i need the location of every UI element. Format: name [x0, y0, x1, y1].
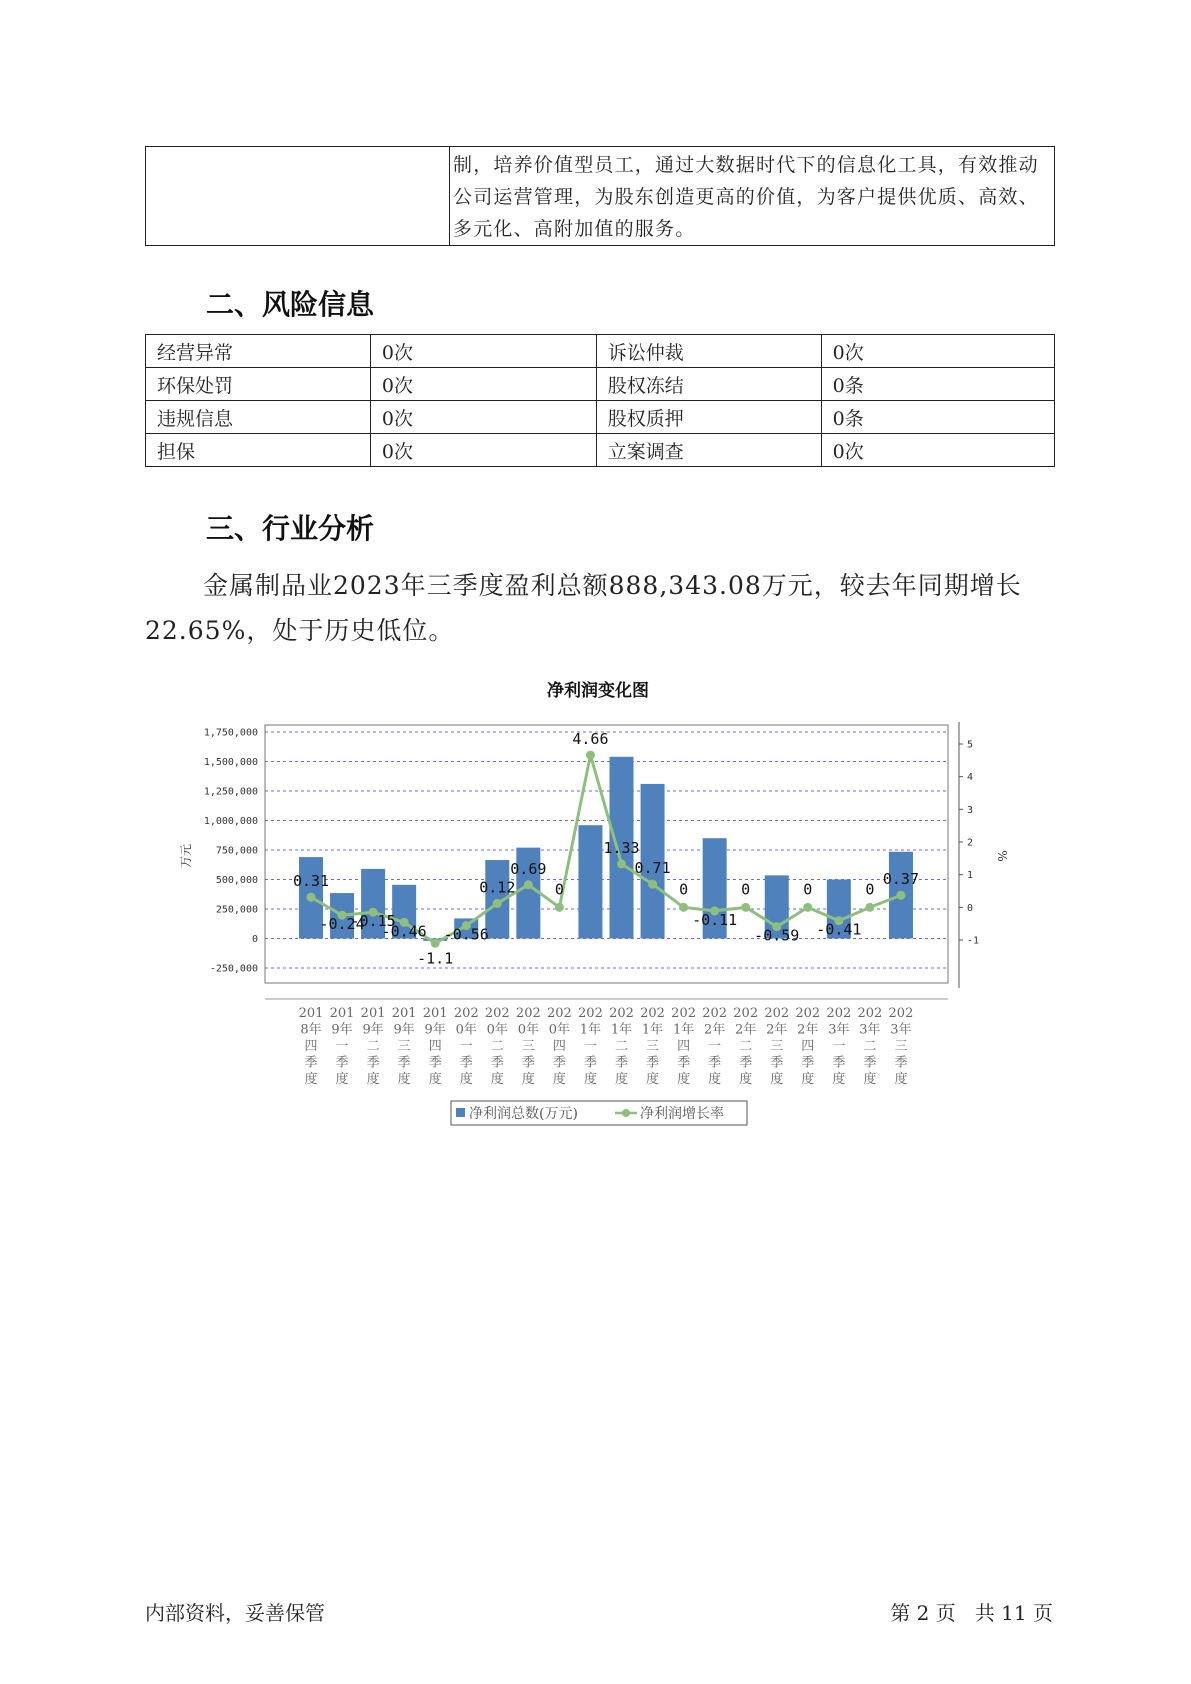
- risk-item-value: 0条: [821, 368, 1054, 401]
- x-category-label: [330, 1006, 355, 1087]
- growth-data-label: 0.12: [479, 878, 516, 897]
- x-category-label: [516, 1006, 541, 1087]
- x-category-line: 1年: [672, 1022, 695, 1038]
- growth-point: [493, 899, 502, 908]
- risk-item-label: 违规信息: [146, 401, 371, 434]
- x-category-line: 3年: [828, 1022, 850, 1038]
- growth-data-label: 0.71: [634, 859, 671, 878]
- x-category-label: [299, 1006, 324, 1087]
- x-category-line: 一: [335, 1039, 349, 1054]
- x-category-line: 0年: [548, 1022, 571, 1038]
- growth-point: [648, 880, 657, 889]
- legend: [451, 1101, 747, 1125]
- x-category-line: 度: [304, 1072, 318, 1087]
- x-category-line: 三: [770, 1039, 784, 1054]
- risk-item-label: 环保处罚: [146, 368, 371, 401]
- x-category-line: 季: [459, 1055, 473, 1071]
- x-category-line: 度: [583, 1072, 597, 1087]
- x-category-line: 一: [708, 1039, 722, 1054]
- risk-item-label: 股权冻结: [596, 368, 821, 401]
- risk-item-label: 诉讼仲裁: [596, 335, 821, 368]
- risk-heading: 二、风险信息: [206, 288, 375, 321]
- x-category-line: 201: [391, 1006, 417, 1021]
- x-category-line: 季: [397, 1055, 411, 1071]
- industry-paragraph: 金属制品业2023年三季度盈利总额888,343.08万元，较去年同期增长22.65%，处于历史低位。: [145, 571, 1022, 645]
- table-label-cell: [146, 147, 450, 246]
- x-category-label: [702, 1006, 727, 1087]
- x-category-line: 2年: [704, 1022, 726, 1038]
- x-category-line: 四: [677, 1039, 691, 1054]
- risk-item-value: 0次: [821, 434, 1054, 467]
- growth-data-label: 0.69: [510, 859, 547, 878]
- x-category-label: [733, 1006, 758, 1087]
- x-category-line: 202: [578, 1006, 603, 1021]
- x-category-label: [795, 1006, 820, 1087]
- x-category-line: 季: [304, 1055, 318, 1071]
- risk-item-value: 0次: [821, 335, 1054, 368]
- x-category-line: 季: [490, 1055, 504, 1071]
- x-category-line: 202: [764, 1006, 790, 1021]
- x-category-line: 季: [739, 1055, 753, 1071]
- y2-axis-label: %: [995, 850, 1009, 862]
- x-category-line: 201: [422, 1006, 448, 1021]
- x-category-line: 季: [428, 1055, 442, 1071]
- x-category-line: 202: [640, 1006, 665, 1021]
- growth-data-label: -0.46: [381, 922, 427, 941]
- x-category-line: 201: [329, 1006, 355, 1021]
- x-category-line: 9年: [331, 1022, 353, 1038]
- x-category-line: 三: [397, 1039, 411, 1054]
- legend-bar-swatch: [456, 1108, 465, 1117]
- x-category-line: 一: [459, 1039, 473, 1054]
- x-category-line: 季: [894, 1055, 908, 1071]
- x-category-line: 四: [428, 1039, 442, 1054]
- growth-point: [555, 903, 564, 912]
- x-category-line: 度: [708, 1072, 722, 1087]
- risk-row: [146, 401, 1055, 434]
- y2-tick-label: -1: [967, 935, 980, 947]
- risk-item-value: 0次: [370, 368, 596, 401]
- x-category-label: [454, 1006, 479, 1087]
- footer-left: 内部资料，妥善保管: [145, 1601, 325, 1625]
- x-category-line: 1年: [641, 1022, 664, 1038]
- x-category-label: [423, 1006, 448, 1087]
- bar: [578, 825, 602, 938]
- x-category-label: [392, 1006, 417, 1087]
- growth-point: [586, 751, 595, 760]
- x-category-line: 2年: [735, 1022, 757, 1038]
- y-tick-label: 1,750,000: [203, 727, 258, 739]
- y-tick-label: 1,250,000: [203, 786, 258, 798]
- y-tick-label: 1,000,000: [203, 816, 258, 827]
- growth-point: [431, 939, 440, 948]
- x-category-label: [578, 1006, 603, 1087]
- x-category-line: 一: [583, 1039, 597, 1054]
- x-category-line: 三: [894, 1039, 908, 1054]
- x-category-line: 季: [708, 1055, 722, 1071]
- risk-item-label: 立案调查: [596, 434, 821, 467]
- growth-point: [803, 903, 812, 912]
- footer-page-number: 第 2 页 共 11 页: [890, 1601, 1053, 1625]
- growth-point: [617, 859, 626, 868]
- growth-data-label: -0.59: [754, 926, 800, 945]
- growth-data-label: 0: [803, 880, 813, 899]
- x-category-line: 202: [826, 1006, 852, 1021]
- x-category-line: 度: [677, 1072, 691, 1087]
- x-category-line: 度: [490, 1072, 504, 1087]
- x-category-line: 202: [671, 1006, 697, 1021]
- x-category-line: 季: [583, 1055, 597, 1071]
- legend-bar-label: 净利润总数(万元): [469, 1106, 578, 1122]
- growth-data-label: 0: [679, 880, 689, 899]
- x-category-line: 度: [366, 1072, 380, 1087]
- x-category-line: 季: [646, 1055, 660, 1071]
- x-category-line: 季: [863, 1055, 877, 1071]
- growth-data-label: 0.37: [882, 870, 920, 889]
- x-category-line: 季: [614, 1055, 629, 1071]
- x-category-line: 季: [552, 1055, 566, 1071]
- risk-row: [146, 434, 1055, 467]
- x-category-line: 季: [366, 1055, 380, 1071]
- growth-point: [896, 891, 905, 900]
- risk-item-value: 0次: [370, 401, 596, 434]
- risk-item-value: 0次: [370, 335, 596, 368]
- x-category-line: 1年: [579, 1022, 602, 1038]
- growth-data-label: 4.66: [572, 730, 609, 749]
- risk-item-label: 股权质押: [596, 401, 821, 434]
- x-category-line: 季: [832, 1055, 846, 1071]
- growth-point: [865, 903, 874, 912]
- x-category-line: 202: [546, 1006, 572, 1021]
- y-tick-label: 500,000: [215, 875, 258, 886]
- y2-tick-label: 0: [967, 902, 974, 914]
- growth-data-label: 1.33: [603, 838, 640, 857]
- y2-tick-label: 2: [967, 837, 974, 849]
- net-profit-chart: [0, 670, 1191, 1140]
- x-category-line: 度: [397, 1072, 411, 1087]
- x-category-line: 202: [515, 1006, 541, 1021]
- x-category-line: 三: [646, 1039, 660, 1054]
- growth-point: [679, 903, 688, 912]
- x-category-line: 一: [832, 1039, 846, 1054]
- x-category-line: 202: [795, 1006, 821, 1021]
- risk-row: [146, 368, 1055, 401]
- x-category-line: 度: [614, 1072, 629, 1087]
- growth-point: [307, 893, 316, 902]
- growth-data-label: 0: [741, 880, 751, 899]
- x-category-line: 二: [739, 1039, 753, 1054]
- y-axis-ticks: [204, 728, 258, 975]
- y-tick-label: 0: [251, 934, 258, 945]
- x-category-line: 度: [521, 1072, 535, 1087]
- x-category-line: 2年: [797, 1022, 819, 1038]
- growth-data-label: -0.11: [692, 910, 738, 929]
- y-tick-label: 750,000: [215, 845, 258, 857]
- risk-table: [145, 334, 1055, 467]
- growth-data-label: -0.15: [350, 912, 396, 931]
- x-category-line: 四: [801, 1039, 815, 1054]
- x-category-line: 度: [459, 1072, 473, 1087]
- x-category-line: 季: [335, 1055, 349, 1071]
- risk-item-value: 0次: [370, 434, 596, 467]
- y2-tick-label: 4: [967, 772, 974, 784]
- x-category-line: 201: [298, 1006, 324, 1021]
- y-tick-label: -250,000: [209, 963, 258, 975]
- x-category-line: 四: [304, 1039, 318, 1054]
- x-category-line: 二: [366, 1039, 380, 1054]
- x-axis-categories: [299, 1006, 914, 1087]
- chart-title: 净利润变化图: [547, 681, 649, 701]
- x-category-line: 二: [863, 1039, 877, 1054]
- x-category-line: 季: [770, 1055, 784, 1071]
- x-category-line: 202: [453, 1006, 479, 1021]
- x-category-line: 201: [360, 1006, 386, 1021]
- x-category-line: 0年: [486, 1022, 508, 1038]
- x-category-line: 9年: [393, 1022, 415, 1038]
- data-labels: [293, 730, 919, 967]
- x-category-line: 度: [335, 1072, 349, 1087]
- x-category-line: 度: [428, 1072, 442, 1087]
- x-category-line: 0年: [517, 1022, 539, 1038]
- x-category-line: 8年: [300, 1022, 322, 1038]
- growth-data-label: -0.24: [319, 915, 365, 934]
- x-category-label: [857, 1006, 882, 1087]
- x-category-line: 202: [702, 1006, 728, 1021]
- y2-tick-label: 5: [967, 739, 974, 751]
- x-category-label: [609, 1006, 634, 1087]
- x-category-line: 度: [552, 1072, 566, 1087]
- x-category-line: 度: [770, 1072, 784, 1087]
- x-category-label: [671, 1006, 696, 1087]
- x-category-line: 1年: [610, 1022, 633, 1038]
- y-axis-label: 万元: [179, 843, 193, 869]
- growth-data-label: -0.41: [816, 920, 862, 939]
- x-category-line: 四: [552, 1039, 566, 1054]
- x-category-line: 202: [857, 1006, 883, 1021]
- x-category-label: [640, 1006, 665, 1087]
- x-category-line: 季: [521, 1055, 535, 1071]
- x-category-label: [826, 1006, 851, 1087]
- x-category-line: 度: [801, 1072, 815, 1087]
- x-category-line: 3年: [859, 1022, 881, 1038]
- x-category-line: 三: [521, 1039, 535, 1054]
- x-category-line: 202: [484, 1006, 510, 1021]
- growth-point: [741, 903, 750, 912]
- x-category-line: 二: [614, 1039, 629, 1054]
- growth-data-label: -1.1: [417, 949, 454, 968]
- y2-tick-label: 1: [967, 870, 974, 882]
- industry-heading: 三、行业分析: [206, 512, 375, 545]
- y-tick-label: 250,000: [215, 904, 258, 916]
- x-category-line: 季: [801, 1055, 815, 1071]
- growth-data-label: 0: [554, 880, 564, 899]
- y2-tick-label: 3: [967, 804, 974, 816]
- table-text-cell: 制，培养价值型员工，通过大数据时代下的信息化工具，有效推动公司运营管理，为股东创造更高的价值，为客户提供优质、高效、多元化、高附加值的服务。: [450, 147, 1055, 246]
- x-category-line: 二: [490, 1039, 504, 1054]
- x-category-line: 0年: [455, 1022, 477, 1038]
- x-category-label: [764, 1006, 789, 1087]
- growth-data-label: 0: [865, 880, 875, 899]
- x-category-line: 度: [894, 1072, 908, 1087]
- y-tick-label: 1,500,000: [203, 757, 258, 768]
- legend-line-marker: [622, 1109, 630, 1117]
- x-category-line: 季: [677, 1055, 691, 1071]
- x-category-line: 202: [888, 1006, 914, 1021]
- growth-data-label: -0.56: [443, 925, 489, 944]
- x-category-label: [485, 1006, 510, 1087]
- y2-axis-ticks: [959, 740, 979, 947]
- x-category-line: 度: [863, 1072, 877, 1087]
- x-category-line: 度: [832, 1072, 846, 1087]
- x-category-line: 202: [733, 1006, 759, 1021]
- x-category-line: 2年: [766, 1022, 788, 1038]
- x-category-line: 9年: [424, 1022, 446, 1038]
- x-category-label: [547, 1006, 572, 1087]
- x-category-label: [361, 1006, 386, 1087]
- growth-data-label: 0.31: [292, 872, 330, 891]
- growth-point: [524, 880, 533, 889]
- risk-item-value: 0条: [821, 401, 1054, 434]
- risk-row: [146, 335, 1055, 368]
- x-category-line: 度: [646, 1072, 660, 1087]
- risk-item-label: 经营异常: [146, 335, 371, 368]
- x-category-line: 度: [739, 1072, 753, 1087]
- x-category-label: [889, 1006, 914, 1087]
- x-category-line: 9年: [362, 1022, 384, 1038]
- x-category-line: 202: [609, 1006, 634, 1021]
- risk-item-label: 担保: [146, 434, 371, 467]
- legend-line-label: 净利润增长率: [640, 1106, 724, 1122]
- x-category-line: 3年: [890, 1022, 912, 1038]
- business-table-continued: [145, 146, 1055, 246]
